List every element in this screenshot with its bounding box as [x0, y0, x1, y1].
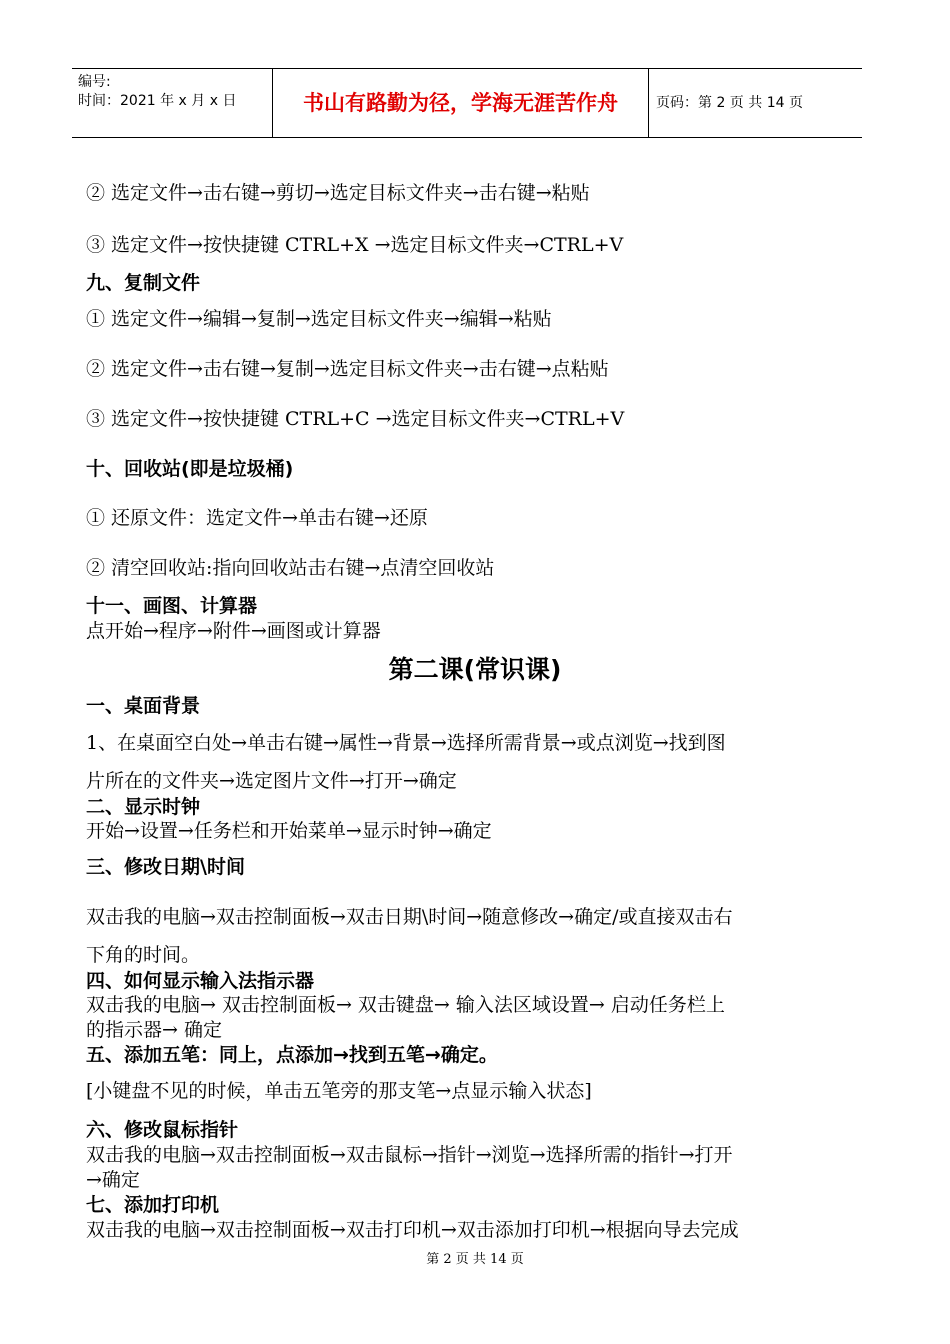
- header-meta-cell: [72, 69, 272, 137]
- header-page-number: 页码：第 2 页 共 14 页: [656, 95, 803, 111]
- section-heading: 二、显示时钟: [86, 796, 201, 818]
- section-heading: 七、添加打印机: [86, 1194, 220, 1216]
- section-heading: 十、回收站(即是垃圾桶): [86, 458, 294, 480]
- page-footer: 第 2 页 共 14 页: [426, 1252, 524, 1267]
- section-heading: 一、桌面背景: [86, 695, 201, 717]
- section-heading: 五、添加五笔：同上，点添加→找到五笔→确定。: [86, 1044, 498, 1066]
- document-number-label: 编号:: [78, 74, 111, 90]
- body-line: 双击我的电脑→双击控制面板→双击打印机→双击添加打印机→根据向导去完成: [86, 1219, 739, 1241]
- body-line: 片所在的文件夹→选定图片文件→打开→确定: [86, 770, 457, 792]
- body-line: ① 还原文件：选定文件→单击右键→还原: [86, 507, 428, 529]
- body-line: ① 选定文件→编辑→复制→选定目标文件夹→编辑→粘贴: [86, 308, 552, 330]
- body-line: ② 清空回收站:指向回收站击右键→点清空回收站: [86, 557, 495, 579]
- body-line: 开始→设置→任务栏和开始菜单→显示时钟→确定: [86, 820, 492, 842]
- lesson-title: 第二课(常识课): [388, 655, 562, 684]
- section-heading: 三、修改日期\时间: [86, 856, 245, 878]
- body-line: 双击我的电脑→双击控制面板→双击鼠标→指针→浏览→选择所需的指针→打开: [86, 1144, 733, 1166]
- page-header-table: [72, 68, 862, 138]
- document-time-label: 时间：2021 年 x 月 x 日: [78, 93, 237, 109]
- body-line: 双击我的电脑→ 双击控制面板→ 双击键盘→ 输入法区域设置→ 启动任务栏上: [86, 994, 725, 1016]
- body-line: 双击我的电脑→双击控制面板→双击日期\时间→随意修改→确定/或直接双击右: [86, 906, 733, 928]
- section-heading: 十一、画图、计算器: [86, 595, 258, 617]
- body-line: →确定: [86, 1169, 140, 1191]
- body-line: 1、在桌面空白处→单击右键→属性→背景→选择所需背景→或点浏览→找到图: [86, 732, 726, 754]
- section-heading: 四、如何显示输入法指示器: [86, 970, 315, 992]
- body-line: ③ 选定文件→按快捷键 CTRL+X →选定目标文件夹→CTRL+V: [86, 234, 624, 256]
- header-motto: 书山有路勤为径，学海无涯苦作舟: [272, 69, 649, 137]
- body-line: 点开始→程序→附件→画图或计算器: [86, 620, 381, 642]
- body-line: 下角的时间。: [86, 944, 201, 966]
- body-line: ③ 选定文件→按快捷键 CTRL+C →选定目标文件夹→CTRL+V: [86, 408, 625, 430]
- body-line: ② 选定文件→击右键→剪切→选定目标文件夹→击右键→粘贴: [86, 182, 590, 204]
- body-line: ② 选定文件→击右键→复制→选定目标文件夹→击右键→点粘贴: [86, 358, 609, 380]
- body-line: 的指示器→ 确定: [86, 1019, 222, 1041]
- body-line: [小键盘不见的时候，单击五笔旁的那支笔→点显示输入状态]: [86, 1080, 592, 1102]
- section-heading: 六、修改鼠标指针: [86, 1119, 239, 1141]
- section-heading: 九、复制文件: [86, 272, 201, 294]
